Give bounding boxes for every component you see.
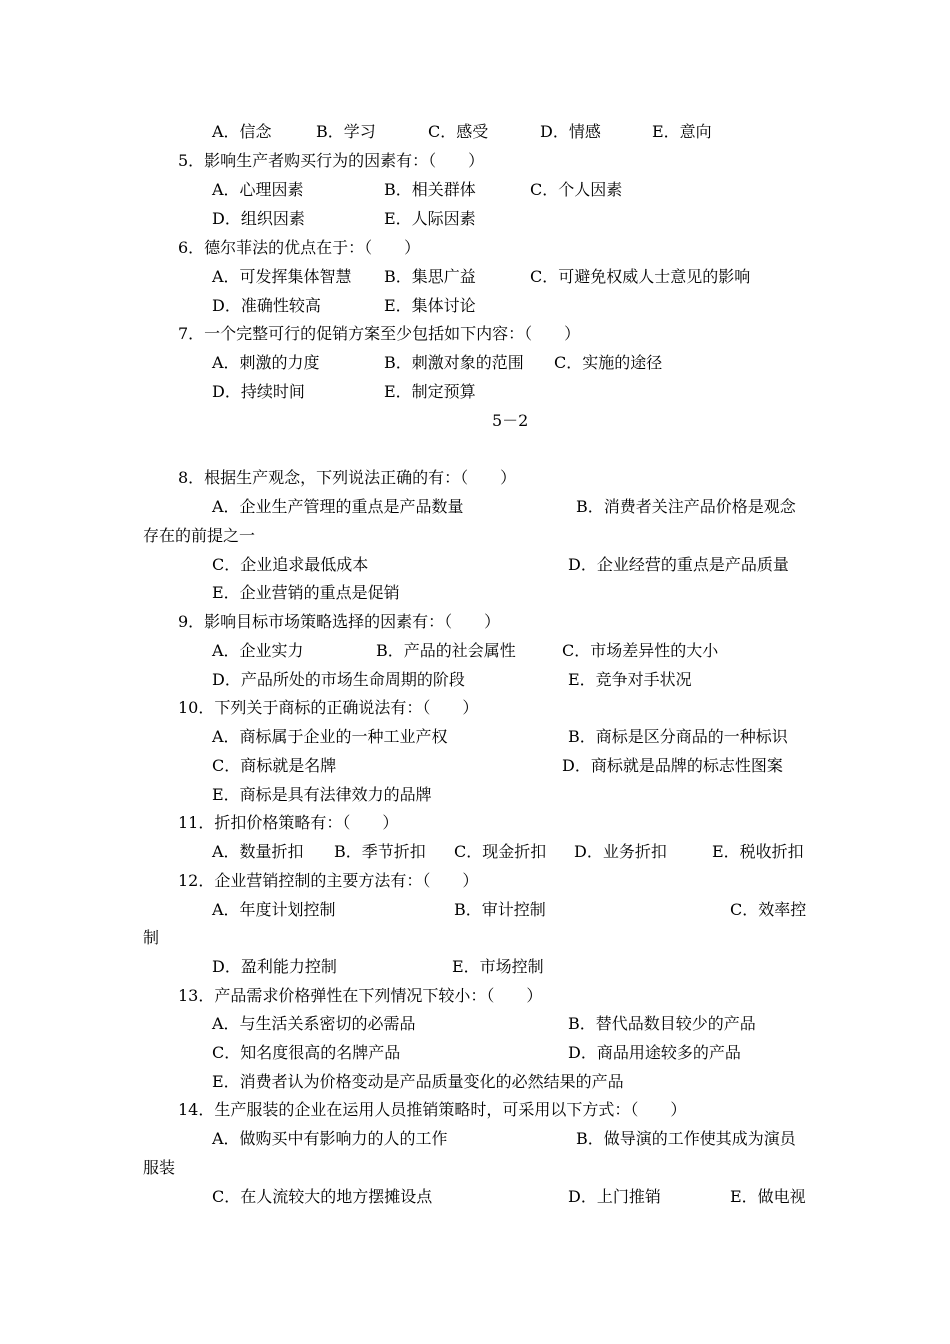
q13-option-a: A．与生活关系密切的必需品 <box>212 1014 416 1033</box>
q11-stem: 11．折扣价格策略有：（ ） <box>178 813 399 832</box>
q8-option-e: E．企业营销的重点是促销 <box>212 583 400 602</box>
q14-option-e: E．做电视 <box>730 1187 806 1206</box>
q11-option-b: B．季节折扣 <box>334 842 426 861</box>
q7-option-e: E．制定预算 <box>384 382 476 401</box>
q8-option-b: B．消费者关注产品价格是观念 <box>576 497 796 516</box>
q6-stem: 6．德尔菲法的优点在于：（ ） <box>178 238 421 257</box>
q4-option-c: C．感受 <box>428 122 489 141</box>
q12-option-c: C．效率控 <box>730 900 807 919</box>
q7-option-d: D．持续时间 <box>212 382 305 401</box>
q12-option-b: B．审计控制 <box>454 900 546 919</box>
q12-stem: 12．企业营销控制的主要方法有：（ ） <box>178 871 479 890</box>
q8-option-b-continued: 存在的前提之一 <box>143 526 256 545</box>
q10-option-d: D．商标就是品牌的标志性图案 <box>562 756 783 775</box>
q10-option-c: C．商标就是名牌 <box>212 756 337 775</box>
q11-option-d: D．业务折扣 <box>574 842 667 861</box>
q9-option-c: C．市场差异性的大小 <box>562 641 719 660</box>
q11-option-e: E．税收折扣 <box>712 842 804 861</box>
q13-option-c: C．知名度很高的名牌产品 <box>212 1043 401 1062</box>
q8-option-c: C．企业追求最低成本 <box>212 555 369 574</box>
q4-option-b: B．学习 <box>316 122 376 141</box>
q5-option-b: B．相关群体 <box>384 180 476 199</box>
q7-option-c: C．实施的途径 <box>554 353 663 372</box>
q4-option-e: E．意向 <box>652 122 712 141</box>
q9-option-e: E．竞争对手状况 <box>568 670 692 689</box>
q12-option-e: E．市场控制 <box>452 957 544 976</box>
q10-option-b: B．商标是区分商品的一种标识 <box>568 727 788 746</box>
q5-option-e: E．人际因素 <box>384 209 476 228</box>
q7-option-b: B．刺激对象的范围 <box>384 353 524 372</box>
q10-option-e: E．商标是具有法律效力的品牌 <box>212 785 432 804</box>
q5-option-a: A．心理因素 <box>212 180 304 199</box>
q13-option-b: B．替代品数目较少的产品 <box>568 1014 756 1033</box>
q12-option-d: D．盈利能力控制 <box>212 957 337 976</box>
q9-option-d: D．产品所处的市场生命周期的阶段 <box>212 670 465 689</box>
q6-option-c: C．可避免权威人士意见的影响 <box>530 267 751 286</box>
q11-option-a: A．数量折扣 <box>212 842 304 861</box>
q10-stem: 10．下列关于商标的正确说法有：（ ） <box>178 698 479 717</box>
q13-option-e: E．消费者认为价格变动是产品质量变化的必然结果的产品 <box>212 1072 624 1091</box>
q4-option-d: D．情感 <box>540 122 601 141</box>
q14-stem: 14．生产服装的企业在运用人员推销策略时，可采用以下方式：（ ） <box>178 1100 687 1119</box>
q9-option-b: B．产品的社会属性 <box>376 641 516 660</box>
page-number: 5－2 <box>492 411 529 430</box>
q8-stem: 8．根据生产观念，下列说法正确的有：（ ） <box>178 468 517 487</box>
q7-option-a: A．刺激的力度 <box>212 353 320 372</box>
q14-option-b-continued: 服装 <box>143 1158 176 1177</box>
q12-option-a: A．年度计划控制 <box>212 900 336 919</box>
q13-option-d: D．商品用途较多的产品 <box>568 1043 741 1062</box>
q6-option-e: E．集体讨论 <box>384 296 476 315</box>
q9-option-a: A．企业实力 <box>212 641 304 660</box>
q5-option-c: C．个人因素 <box>530 180 623 199</box>
q11-option-c: C．现金折扣 <box>454 842 547 861</box>
q14-option-c: C．在人流较大的地方摆摊设点 <box>212 1187 433 1206</box>
q5-option-d: D．组织因素 <box>212 209 305 228</box>
q10-option-a: A．商标属于企业的一种工业产权 <box>212 727 448 746</box>
q6-option-a: A．可发挥集体智慧 <box>212 267 352 286</box>
q8-option-d: D．企业经营的重点是产品质量 <box>568 555 789 574</box>
q4-option-a: A．信念 <box>212 122 272 141</box>
q14-option-b: B．做导演的工作使其成为演员 <box>576 1129 796 1148</box>
q8-option-a: A．企业生产管理的重点是产品数量 <box>212 497 464 516</box>
q7-stem: 7．一个完整可行的促销方案至少包括如下内容：（ ） <box>178 324 581 343</box>
q14-option-d: D．上门推销 <box>568 1187 661 1206</box>
q5-stem: 5．影响生产者购买行为的因素有：（ ） <box>178 151 485 170</box>
q12-option-c-continued: 制 <box>143 928 160 947</box>
q9-stem: 9．影响目标市场策略选择的因素有：（ ） <box>178 612 501 631</box>
q6-option-d: D．准确性较高 <box>212 296 321 315</box>
q6-option-b: B．集思广益 <box>384 267 476 286</box>
q13-stem: 13．产品需求价格弹性在下列情况下较小：（ ） <box>178 986 543 1005</box>
q14-option-a: A．做购买中有影响力的人的工作 <box>212 1129 448 1148</box>
